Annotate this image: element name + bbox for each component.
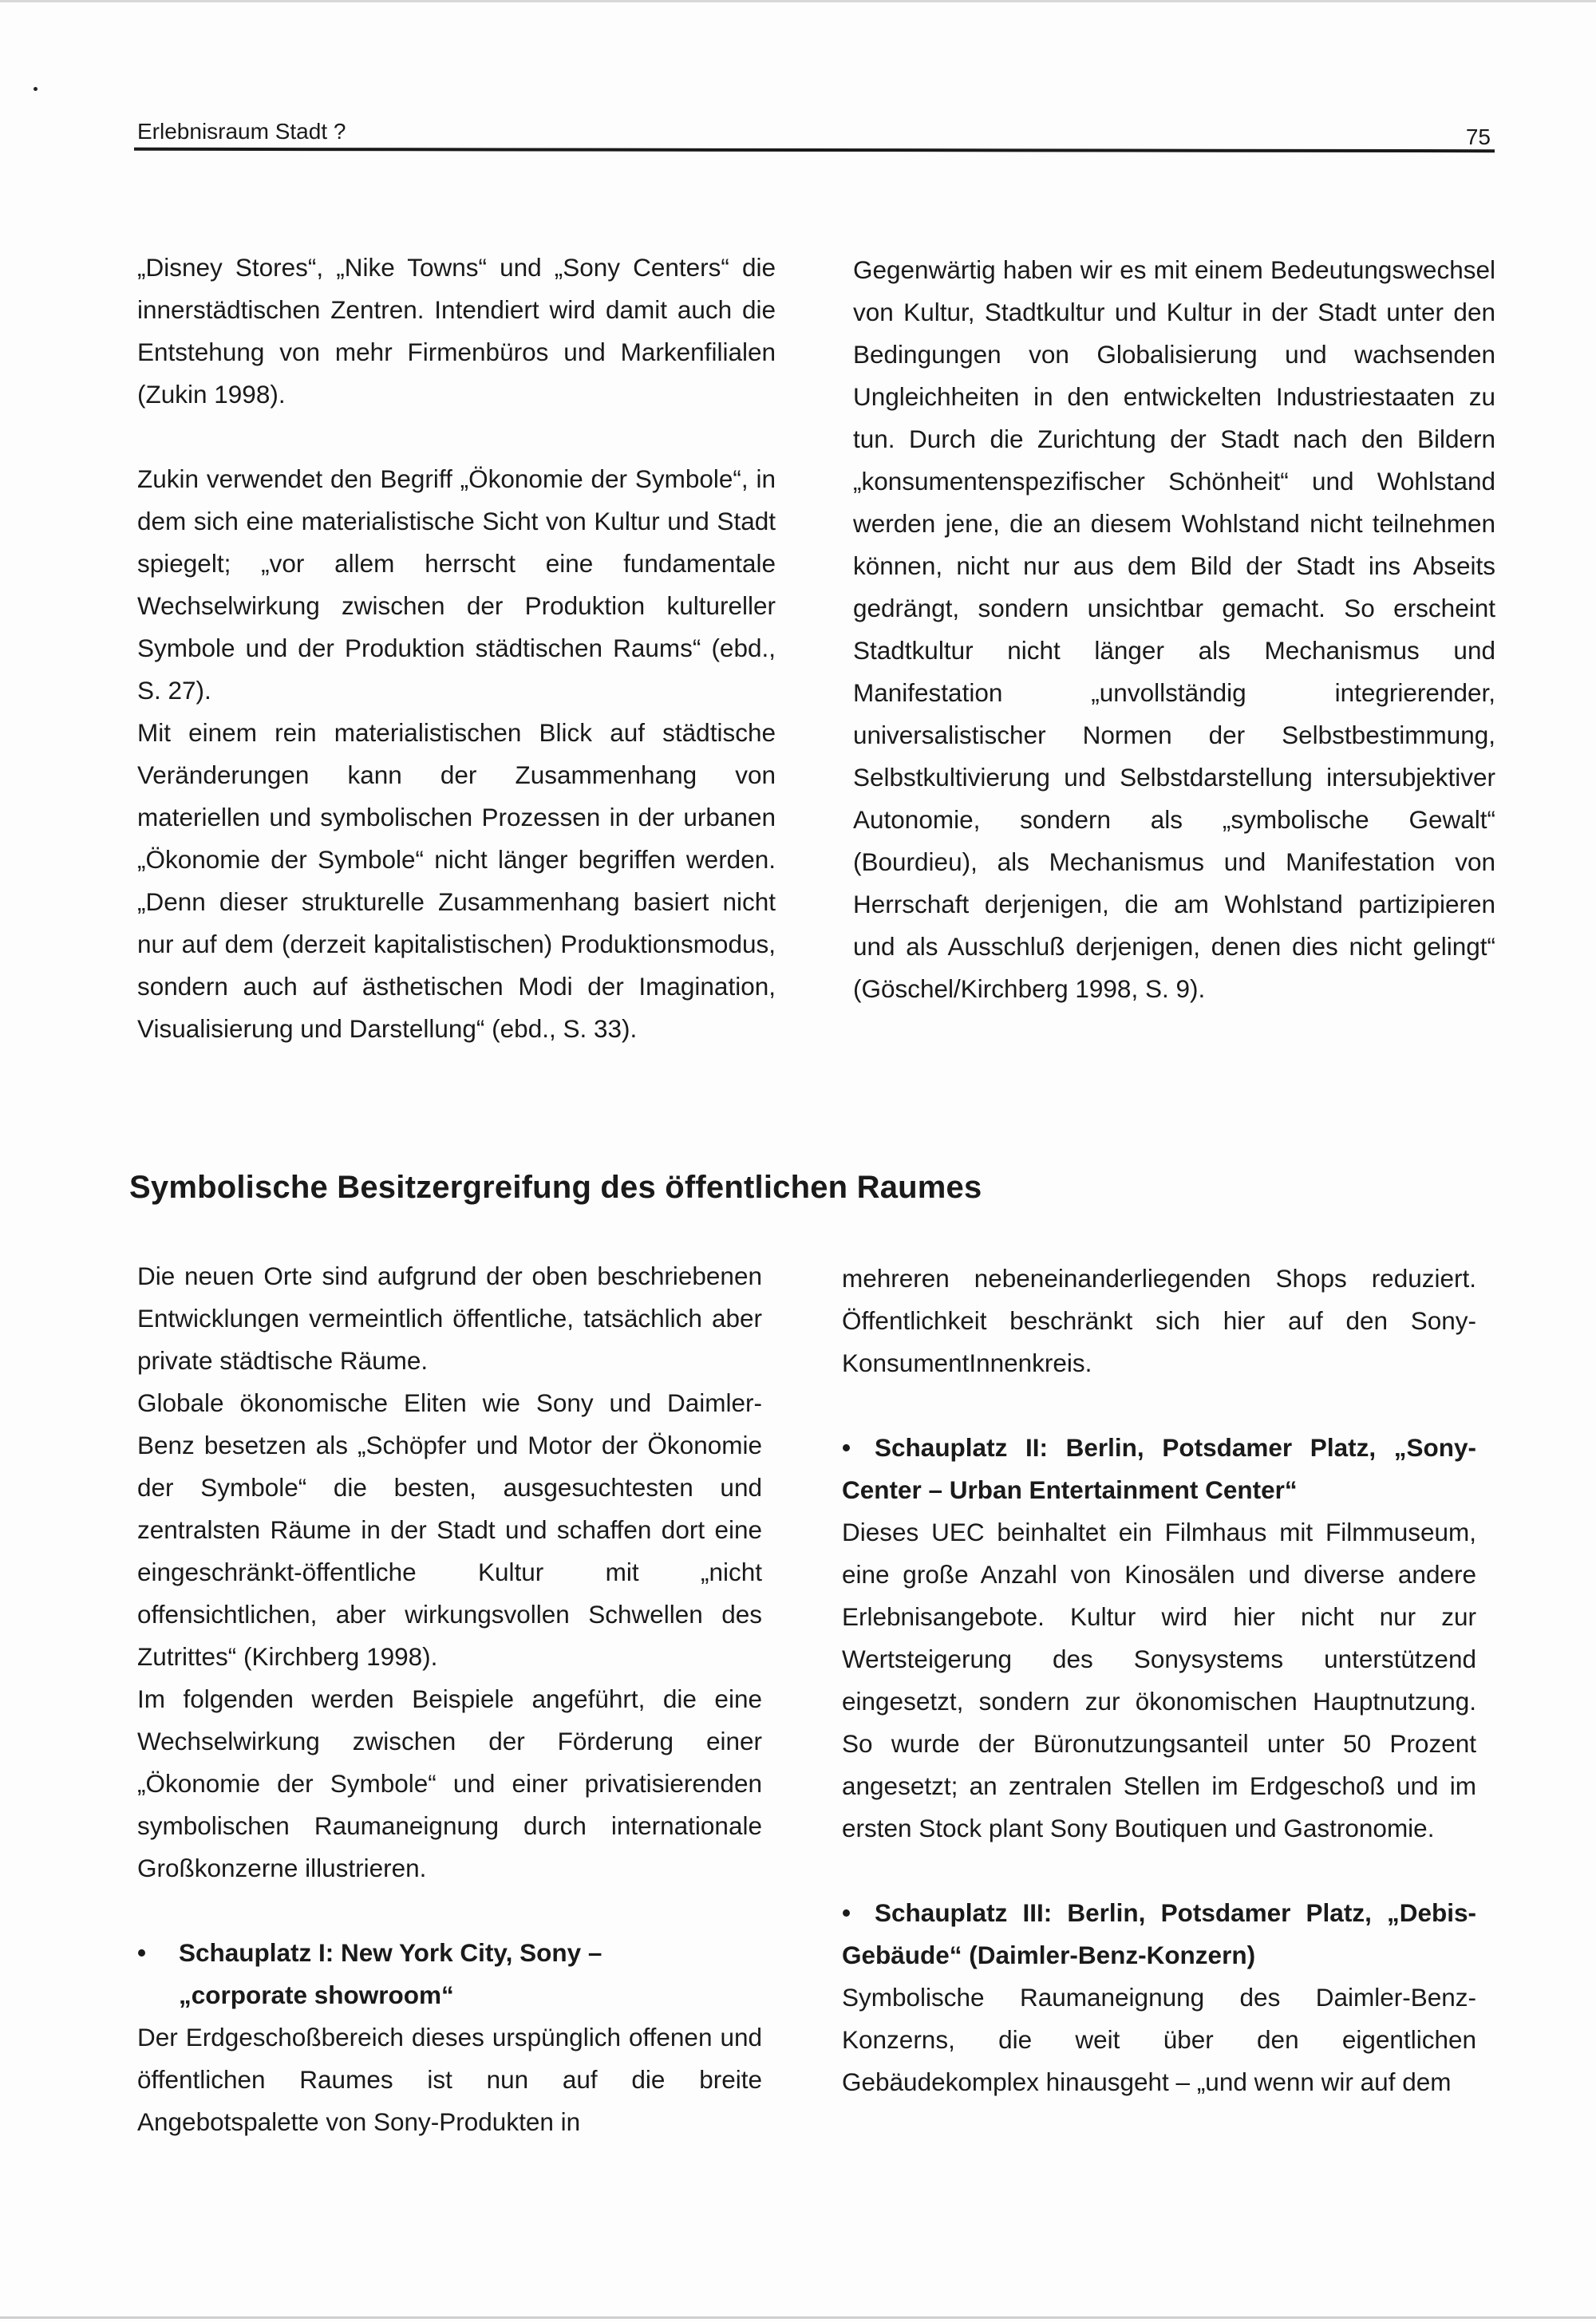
paragraph: Globale ökonomische Eliten wie Sony und Daimler-Benz besetzen als „Schöpfer und Motor der Ökonomie der Symbole“ die besten, ausgesuchtesten und zentralsten Räume in der Stadt und schaffen dort eine eingeschränkt-öffentliche Kultur mit „nicht offensichtlichen, aber wirkungsvollen Schwellen des Zutrittes“ (Kirchberg 1998). (137, 1388, 762, 1671)
section-heading: Symbolische Besitzergreifung des öffentlichen Raumes (129, 1170, 982, 1205)
scan-speck (34, 87, 38, 91)
bullet-icon: • (842, 1433, 851, 1462)
paragraph: Der Erdgeschoßbereich dieses urspünglich offenen und öffentlichen Raumes ist nun auf die breite Angebotspalette von Sony-Produkten in (137, 2023, 762, 2136)
bullet-heading-text: Schauplatz II: Berlin, Potsdamer Platz, „Sony-Center – Urban Entertainment Center“ (842, 1433, 1476, 1504)
paragraph: Dieses UEC beinhaltet ein Filmhaus mit Filmmuseum, eine große Anzahl von Kinosälen und diverse andere Erlebnisangebote. Kultur wird hier nicht nur zur Wertsteigerung des Sonysystems unterstützend eingesetzt, sondern zur ökonomischen Hauptnutzung. So wurde der Büronutzungsanteil unter 50 Prozent angesetzt; an zentralen Stellen im Erdgeschoß und im ersten Stock plant Sony Boutiquen und Gastronomie. (842, 1518, 1476, 1842)
left-column-bottom (137, 1255, 762, 2143)
bullet-icon: • (842, 1898, 851, 1927)
paragraph: „Disney Stores“, „Nike Towns“ und „Sony Centers“ die innerstädtischen Zentren. Intendiert wird damit auch die Entstehung von mehr Firmenbüros und Markenfilialen (Zukin 1998). (137, 253, 776, 409)
page-number: 75 (1465, 124, 1491, 149)
paragraph: Gegenwärtig haben wir es mit einem Bedeutungswechsel von Kultur, Stadtkultur und Kultur in der Stadt unter den Bedingungen von Globalisierung und wachsenden Ungleichheiten in den entwickelten Industriestaaten zu tun. Durch die Zurichtung der Stadt nach den Bildern „konsumentenspezifischer Schönheit“ und Wohlstand werden jene, die an diesem Wohlstand nicht teilnehmen können, nicht nur aus dem Bild der Stadt ins Abseits gedrängt, sondern unsichtbar gemacht. So erscheint Stadtkultur nicht länger als Mechanismus und Manifestation „unvollständig integrierender, universalistischer Normen der Selbstbestimmung, Selbstkultivierung und Selbstdarstellung intersubjektiver Autonomie, sondern als „symbolische Gewalt“ (Bourdieu), als Mechanismus und Manifestation von Herrschaft derjenigen, die am Wohlstand partizipieren und als Ausschluß derjenigen, denen dies nicht gelingt“ (Göschel/Kirchberg 1998, S. 9). (853, 255, 1495, 1003)
paragraph: Symbolische Raumaneignung des Daimler-Benz-Konzerns, die weit über den eigentlichen Gebäudekomplex hinausgeht – „und wenn wir auf dem (842, 1983, 1476, 2096)
paragraph: Im folgenden werden Beispiele angeführt, die eine Wechselwirkung zwischen der Förderung einer „Ökonomie der Symbole“ und einer privatisierenden symbolischen Raumaneignung durch internationale Großkonzerne illustrieren. (137, 1684, 762, 1882)
right-column-bottom (842, 1258, 1476, 2103)
bullet-icon: • (137, 1938, 147, 1967)
running-title: Erlebnisraum Stadt ? (137, 119, 346, 144)
right-column-top (853, 249, 1495, 1010)
scan-edge-top (0, 0, 1596, 2)
bullet-heading-schauplatz-3 (842, 1892, 1476, 1976)
paragraph: mehreren nebeneinanderliegenden Shops reduziert. Öffentlichkeit beschränkt sich hier auf den Sony-KonsumentInnenkreis. (842, 1264, 1476, 1377)
running-header (137, 114, 1491, 149)
bullet-heading-line: „corporate showroom“ (179, 1980, 454, 2009)
bullet-heading-schauplatz-2 (842, 1427, 1476, 1511)
bullet-heading-text: Schauplatz III: Berlin, Potsdamer Platz, „Debis-Gebäude“ (Daimler-Benz-Konzern) (842, 1898, 1476, 1969)
paragraph: Mit einem rein materialistischen Blick auf städtische Veränderungen kann der Zusammenhang von materiellen und symbolischen Prozessen in der urbanen „Ökonomie der Symbole“ nicht länger begriffen werden. „Denn dieser strukturelle Zusammenhang basiert nicht nur auf dem (derzeit kapitalistischen) Produktionsmodus, sondern auch auf ästhetischen Modi der Imagination, Visualisierung und Darstellung“ (ebd., S. 33). (137, 718, 776, 1043)
bullet-heading-line: Schauplatz I: New York City, Sony – (179, 1938, 602, 1967)
paragraph: Die neuen Orte sind aufgrund der oben beschriebenen Entwicklungen vermeintlich öffentliche, tatsächlich aber private städtische Räume. (137, 1262, 762, 1375)
bullet-heading-schauplatz-1 (137, 1932, 762, 2016)
left-column-top (137, 247, 776, 1050)
paragraph: Zukin verwendet den Begriff „Ökonomie der Symbole“, in dem sich eine materialistische Sicht von Kultur und Stadt spiegelt; „vor allem herrscht eine fundamentale Wechselwirkung zwischen der Produktion kultureller Symbole und der Produktion städtischen Raums“ (ebd., S. 27). (137, 464, 776, 705)
scan-edge-bottom (0, 2316, 1596, 2319)
